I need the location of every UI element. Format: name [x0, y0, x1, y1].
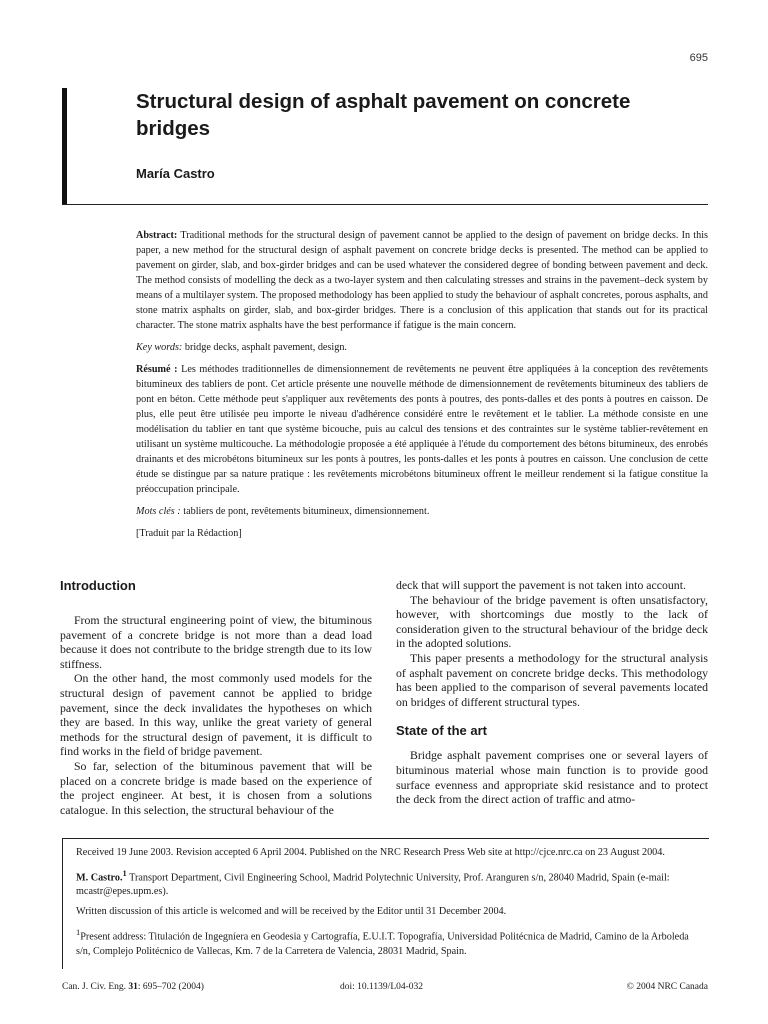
doi: doi: 10.1139/L04-032 — [340, 982, 424, 992]
journal-citation — [62, 982, 204, 992]
abstract-paragraph — [136, 228, 708, 333]
translation-note: [Traduit par la Rédaction] — [136, 528, 242, 539]
introduction-body — [60, 613, 372, 817]
author-name: María Castro — [136, 166, 215, 181]
resume-label: Résumé : — [136, 364, 178, 375]
journal-name: Can. J. Civ. Eng. — [62, 982, 127, 992]
header-divider — [62, 204, 708, 205]
body-paragraph: The behaviour of the bridge pavement is often unsatisfactory, however, with shortcomings due mostly to the lack of consideration given to the structural behaviour of the bridge deck in the adopted solutions. — [396, 592, 708, 651]
state-of-art-heading: State of the art — [396, 723, 488, 739]
mots-cles-label: Mots clés : — [136, 506, 181, 517]
footnote-marker: 1 — [122, 868, 127, 878]
keywords-paragraph — [136, 340, 708, 355]
footnote-author-name: M. Castro. — [76, 872, 123, 884]
continuation-paragraph: deck that will support the pavement is not taken into account. — [396, 578, 686, 592]
journal-pages: : 695–702 (2004) — [137, 982, 204, 992]
footnotes-section — [76, 846, 698, 965]
abstract-label: Abstract: — [136, 230, 178, 241]
present-address-text: Present address: Titulación de Ingegníera en Geodesia y Cartografía, E.U.I.T. Topografía, Universidad Politécnica de Madrid, Camino de la Arboleda s/n, Complejo Politécnico de Vallecas, Km. 7 de la Carretera de Valencia, 28031 Madrid, Spain. — [76, 931, 689, 957]
state-paragraph: Bridge asphalt pavement comprises one or several layers of bituminous material whose main function is to provide good surface evenness and appropriate skid resistance and to protect the deck from the direct action of traffic and atmo- — [396, 748, 708, 807]
body-paragraph: This paper presents a methodology for the structural analysis of asphalt pavement on concrete bridge decks. This methodology has been applied to the comparison of several pavements located on bridges of different structural types. — [396, 650, 708, 709]
article-title: Structural design of asphalt pavement on concrete bridges — [136, 90, 631, 140]
footnote-author-affiliation: Transport Department, Civil Engineering School, Madrid Polytechnic University, Prof. Aranguren s/n, 28040 Madrid, Spain (e-mail: mcastr@epes.upm.es). — [76, 872, 670, 898]
page-number: 695 — [689, 52, 708, 64]
right-column — [396, 578, 708, 807]
copyright: © 2004 NRC Canada — [626, 982, 708, 992]
state-of-art-body — [396, 748, 708, 806]
keywords-text: bridge decks, asphalt pavement, design. — [184, 342, 347, 353]
keywords-label: Key words: — [136, 342, 183, 353]
intro-paragraph: On the other hand, the most commonly used models for the structural design of pavement cannot be applied to bridge pavement, since the deck invalidates the hypotheses on which they are based. In this way, unlike the great variety of general methods for the structural design of pavement, it is difficult to find works in the field of bridge pavement. — [60, 671, 372, 759]
abstract-section — [136, 228, 708, 548]
footnote-marker: 1 — [76, 927, 81, 938]
mots-cles-text: tabliers de pont, revêtements bitumineux, dimensionnement. — [183, 506, 430, 517]
journal-volume: 31 — [128, 982, 138, 992]
received-note: Received 19 June 2003. Revision accepted 6 April 2004. Published on the NRC Research Press Web site at http://cjce.nrc.ca on 23 August 2004. — [76, 847, 665, 858]
author-affiliation-note — [76, 866, 698, 899]
intro-paragraph: From the structural engineering point of view, the bituminous pavement of a concrete bridge is not more than a dead load because it does not contribute to the bridge strength due to its low stiffness. — [60, 613, 372, 671]
intro-paragraph: So far, selection of the bituminous pavement that will be placed on a concrete bridge is made based on the experience of the project engineer. At best, it is chosen from a solutions catalogue. In this selection, the structural behaviour of the — [60, 758, 372, 817]
right-column-body — [396, 578, 708, 709]
resume-text: Les méthodes traditionnelles de dimensionnement de revêtements ne peuvent être appliquées à la conception des revêtements bitumineux des tabliers de pont. Cet article présente une nouvelle méthode de dimensionnement de revêtements bitumineux des tabliers de pont en béton. Cette méthode peut s'appliquer aux revêtements des ponts à poutres, des ponts-dalles et des ponts à poutres en caisson. De plus, elle peut être utilisée peu importe le niveau d'adhérence considéré entre le revêtement et le tablier. La méthode consiste en une modélisation du tablier en tant que système bicouche, puis au calcul des tensions et des contraintes sur le système tablier-revêtement en utilisant un système multicouche. La méthodologie proposée a été appliquée à l'étude du comportement des bétons bitumineux, des enrobés drainants et des microbétons bitumineux sur les ponts à poutres, les ponts-dalles et les ponts à poutres en caisson. Une conclusion de cette étude se distingue par sa nature pratique : les revêtements microbétons bitumineux offrent le meilleur rendement si la fatigue constitue la préoccupation principale. — [136, 364, 708, 495]
present-address-note — [76, 925, 698, 958]
discussion-note: Written discussion of this article is welcomed and will be received by the Editor until 31 December 2004. — [76, 906, 507, 918]
left-column — [60, 578, 372, 817]
title-accent-bar — [62, 88, 67, 204]
introduction-heading: Introduction — [60, 578, 136, 593]
mots-cles-paragraph — [136, 504, 708, 519]
resume-paragraph — [136, 362, 708, 497]
abstract-text: Traditional methods for the structural design of pavement cannot be applied to the design of pavement on bridge decks. In this paper, a new method for the structural design of asphalt pavement on concrete bridge decks is presented. The method can be applied to pavement on girder, slab, and box-girder bridges and can be used whatever the considered degree of bonding between pavement and deck. The method consists of modelling the deck as a two-layer system and then calculating stresses and strains in the pavement–deck system by means of a multilayer system. The proposed methodology has been applied to study the behaviour of asphalt concretes, porous asphalts, and stone matrix asphalts on girder, slab, and box-girder bridges. There is a conclusion of this application that stands out for its practical character. The stone matrix asphalts have the best performance if fatigue is the main concern. — [136, 230, 708, 331]
